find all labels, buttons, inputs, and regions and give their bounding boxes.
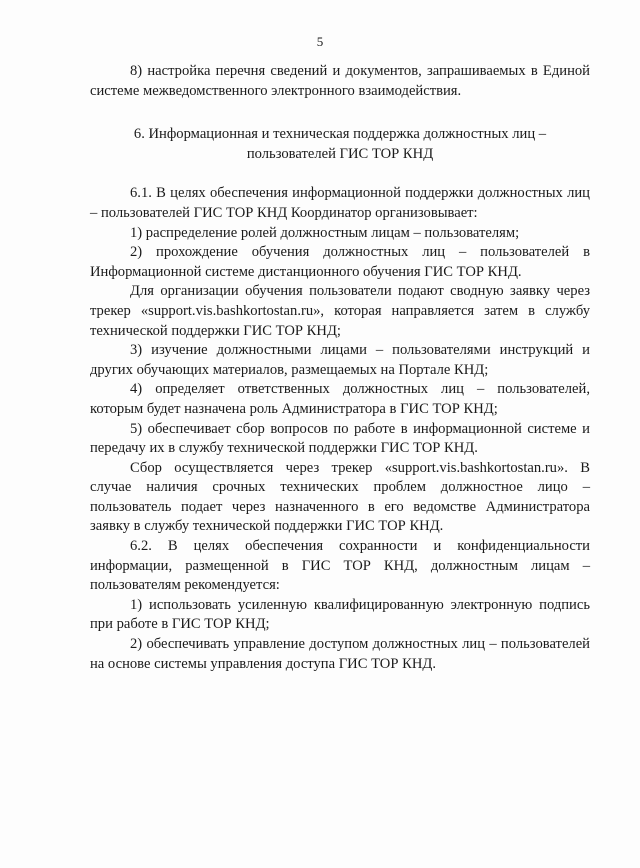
paragraph-training-request: Для организации обучения пользователи подают сводную заявку через трекер «support.vis.bashkortostan.ru», которая направляется затем в службу технической поддержки ГИС ТОР КНД; [90, 283, 590, 339]
page-number: 5 [316, 34, 324, 49]
paragraph-6-1-item-3: 3) изучение должностными лицами – пользователями инструкций и других обучающих материалов, размещаемых на Портале КНД; [90, 342, 590, 378]
paragraph-collection-tracker: Сбор осуществляется через трекер «support.vis.bashkortostan.ru». В случае наличия срочных технических проблем должностное лицо – пользователь подает через назначенного в его ведомстве Администратора заявку в службу технической поддержки ГИС ТОР КНД. [90, 459, 590, 535]
document-body [90, 62, 590, 674]
paragraph-6-1-item-4: 4) определяет ответственных должностных лиц – пользователей, которым будет назначена роль Администратора в ГИС ТОР КНД; [90, 381, 590, 417]
paragraph-6-2-item-1: 1) использовать усиленную квалифицированную электронную подпись при работе в ГИС ТОР КНД; [90, 596, 590, 633]
paragraph-item-8: 8) настройка перечня сведений и документов, запрашиваемых в Единой системе межведомственного электронного взаимодействия. [90, 63, 590, 99]
paragraph-6-1: 6.1. В целях обеспечения информационной поддержки должностных лиц – пользователей ГИС ТОР КНД Координатор организовывает: [90, 185, 590, 221]
paragraph-6-2-item-2: 2) обеспечивать управление доступом должностных лиц – пользователей на основе системы управления доступа ГИС ТОР КНД. [90, 636, 590, 672]
paragraph-6-1-item-5: 5) обеспечивает сбор вопросов по работе в информационной системе и передачу их в службу технической поддержки ГИС ТОР КНД. [90, 420, 590, 457]
section-heading-line-2: пользователей ГИС ТОР КНД [246, 145, 434, 162]
paragraph-6-1-item-2: 2) прохождение обучения должностных лиц – пользователей в Информационной системе дистанционного обучения ГИС ТОР КНД. [90, 244, 590, 280]
paragraph-6-2: 6.2. В целях обеспечения сохранности и конфиденциальности информации, размещенной в ГИС ТОР КНД, должностным лицам – пользователям рекомендуется: [90, 538, 590, 594]
paragraph-6-1-item-1: 1) распределение ролей должностным лицам – пользователям; [130, 224, 520, 241]
section-heading [90, 125, 590, 164]
section-heading-line-1: 6. Информационная и техническая поддержка должностных лиц – [133, 126, 547, 143]
